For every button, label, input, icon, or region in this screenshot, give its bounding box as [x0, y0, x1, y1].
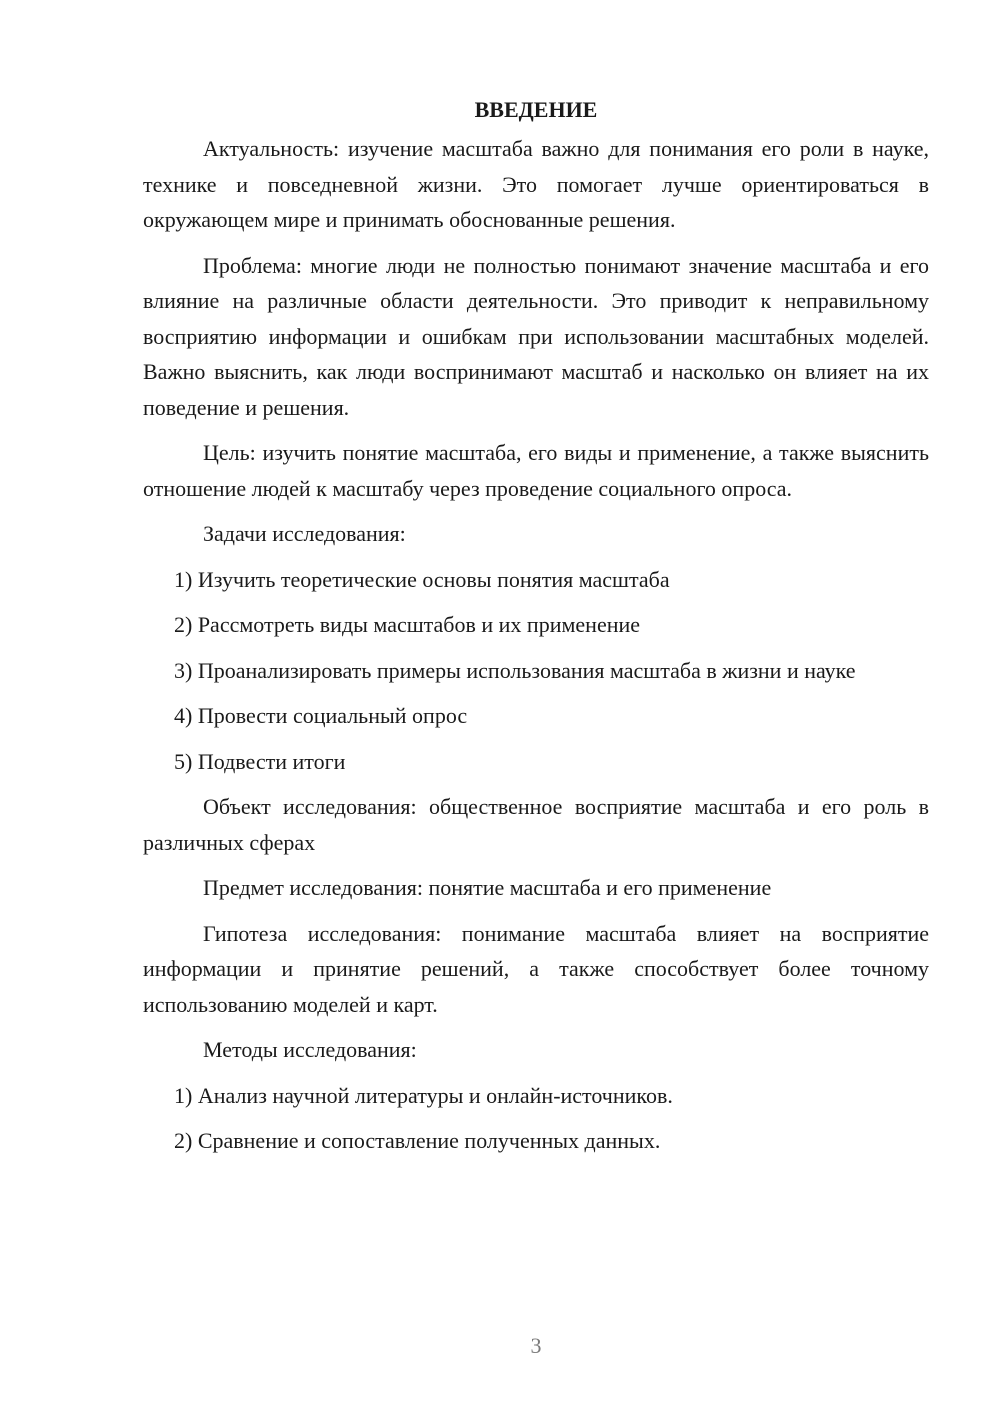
hypothesis-paragraph: Гипотеза исследования: понимание масштаба влияет на восприятие информации и принятие решений, а также способствует более точному использованию моделей и карт.: [143, 920, 929, 1017]
problem-paragraph: Проблема: многие люди не полностью понимают значение масштаба и его влияние на различные области деятельности. Это приводит к неправильному восприятию информации и ошибкам при использовании масштабных моделей. Важно выяснить, как люди воспринимают масштаб и насколько он влияет на их поведение и решения.: [143, 252, 929, 420]
object-paragraph: Объект исследования: общественное восприятие масштаба и его роль в различных сферах: [143, 794, 929, 855]
document-page: [143, 92, 929, 1169]
section-heading: ВВЕДЕНИЕ: [474, 97, 598, 122]
task-item-5: 5) Подвести итоги: [174, 748, 346, 774]
tasks-heading: Задачи исследования:: [203, 521, 406, 546]
methods-heading: Методы исследования:: [203, 1037, 417, 1062]
method-item-1: 1) Анализ научной литературы и онлайн-источников.: [174, 1082, 673, 1108]
task-item-4: 4) Провести социальный опрос: [174, 703, 468, 728]
task-item-1: 1) Изучить теоретические основы понятия масштаба: [174, 566, 670, 592]
subject-paragraph: Предмет исследования: понятие масштаба и его применение: [203, 875, 772, 900]
task-item-2: 2) Рассмотреть виды масштабов и их применение: [174, 612, 641, 637]
goal-paragraph: Цель: изучить понятие масштаба, его виды и применение, а также выяснить отношение людей к масштабу через проведение социального опроса.: [143, 440, 929, 501]
relevance-paragraph: Актуальность: изучение масштаба важно для понимания его роли в науке, технике и повседневной жизни. Это помогает лучше ориентироваться в окружающем мире и принимать обоснованные решения.: [143, 136, 929, 232]
page-number: 3: [530, 1333, 542, 1358]
task-item-3: 3) Проанализировать примеры использования масштаба в жизни и науке: [174, 657, 856, 683]
method-item-2: 2) Сравнение и сопоставление полученных данных.: [174, 1128, 661, 1153]
